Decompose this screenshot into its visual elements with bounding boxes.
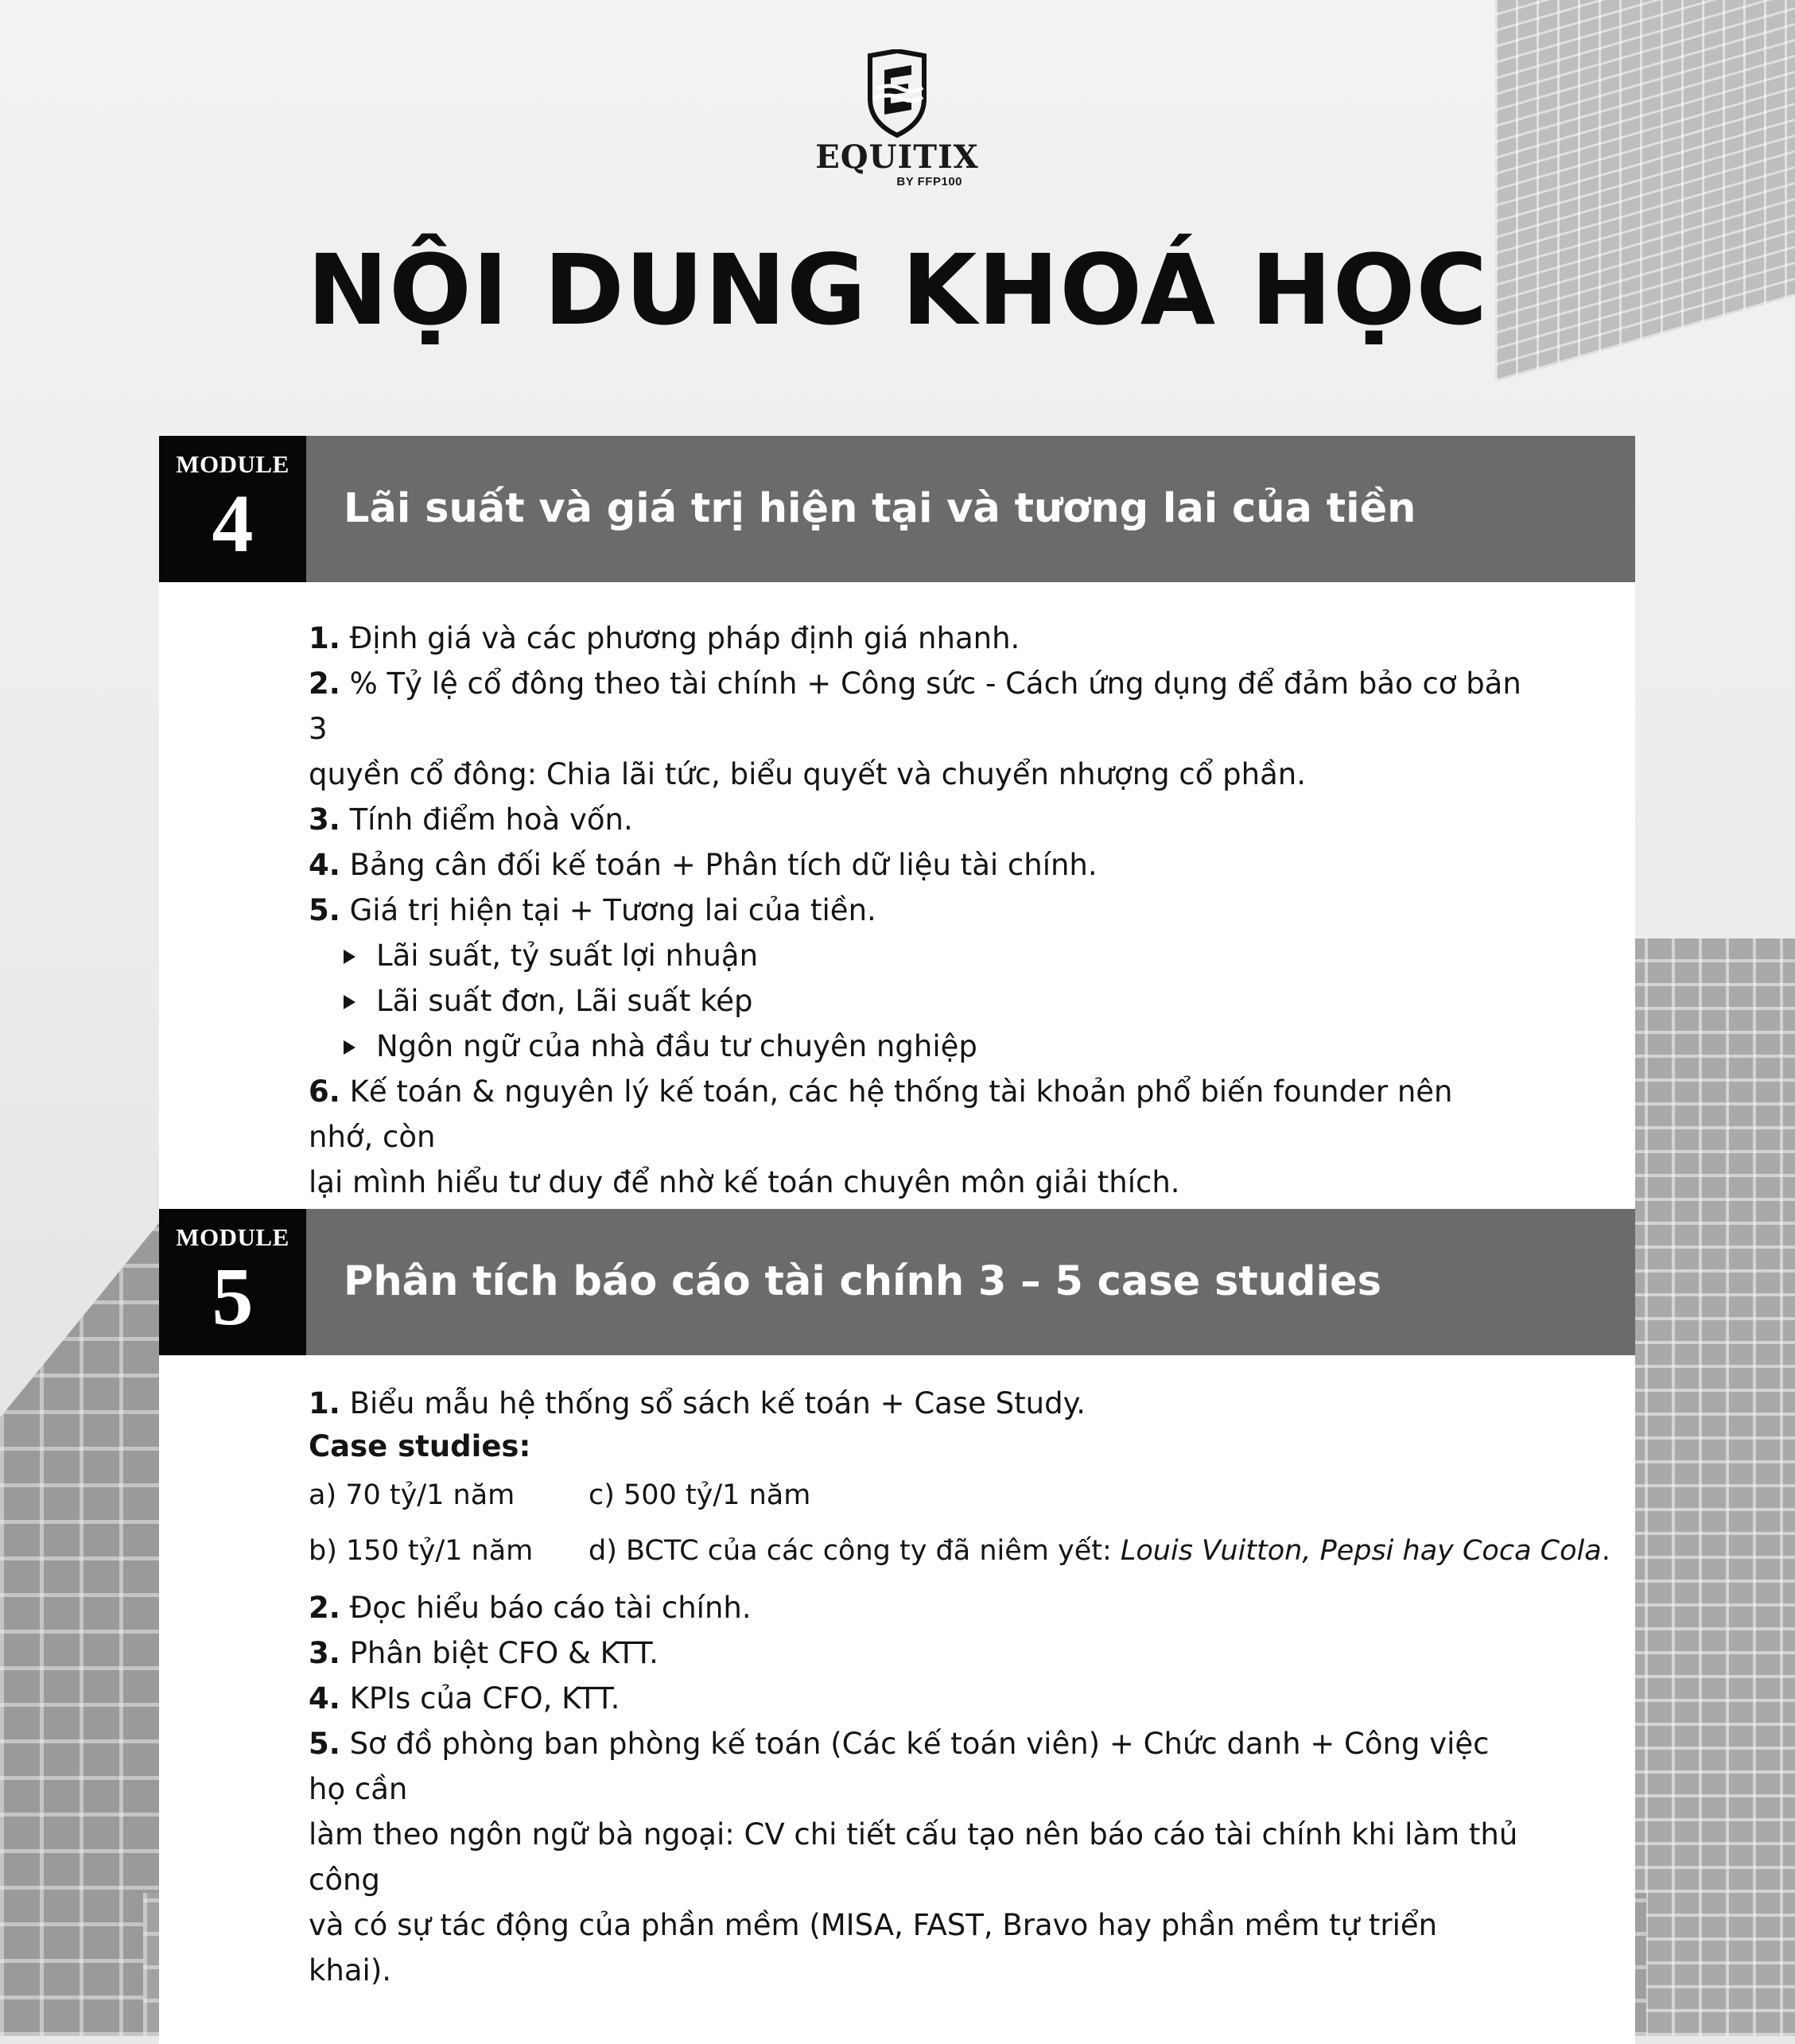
list-item: 3. Phân biệt CFO & KTT.	[309, 1636, 659, 1670]
list-item: 5. Giá trị hiện tại + Tương lai của tiền.	[309, 893, 876, 927]
list-item: 4. KPIs của CFO, KTT.	[309, 1681, 620, 1716]
module-badge	[159, 1209, 306, 1355]
module-header	[159, 436, 1635, 582]
module-number: 4	[212, 478, 254, 569]
case-studies-grid	[309, 1467, 1610, 1579]
sub-list-item: Lãi suất đơn, Lãi suất kép	[309, 978, 1524, 1024]
case-study-a: a) 70 tỷ/1 năm	[309, 1479, 515, 1511]
case-study-d: d) BCTC của các công ty đã niêm yết: Louis Vuitton, Pepsi hay Coca Cola.	[589, 1535, 1610, 1567]
list-item-continuation: làm theo ngôn ngữ bà ngoại: CV chi tiết cấu tạo nên báo cáo tài chính khi làm thủ công	[309, 1817, 1518, 1897]
module-title: Lãi suất và giá trị hiện tại và tương lai của tiền	[344, 485, 1416, 532]
list-item-continuation: và có sự tác động của phần mềm (MISA, FAST, Bravo hay phần mềm tự triển khai).	[309, 1908, 1438, 1988]
module-badge	[159, 436, 306, 582]
list-item: 4. Bảng cân đối kế toán + Phân tích dữ liệu tài chính.	[309, 848, 1098, 882]
module-number: 5	[212, 1251, 254, 1343]
case-study-c: c) 500 tỷ/1 năm	[589, 1479, 811, 1511]
triangle-bullet-icon	[344, 995, 356, 1009]
case-studies-heading: Case studies:	[309, 1429, 531, 1463]
case-study-b: b) 150 tỷ/1 năm	[309, 1535, 534, 1567]
list-item-continuation: quyền cổ đông: Chia lãi tức, biểu quyết và chuyển nhượng cổ phần.	[309, 757, 1306, 791]
module-label: MODULE	[176, 450, 289, 478]
sub-list-item: Lãi suất, tỷ suất lợi nhuận	[309, 933, 1524, 978]
module-body	[159, 1355, 1635, 2044]
list-item: 5. Sơ đồ phòng ban phòng kế toán (Các kế toán viên) + Chức danh + Công việc họ cần	[309, 1727, 1490, 1806]
list-item: 2. Đọc hiểu báo cáo tài chính.	[309, 1591, 752, 1625]
page-title: NỘI DUNG KHOÁ HỌC	[306, 234, 1489, 347]
shield-logo-icon	[865, 49, 929, 138]
module-5-card	[159, 1209, 1635, 2044]
sub-list-item: Ngôn ngữ của nhà đầu tư chuyên nghiệp	[309, 1024, 1524, 1069]
module-header	[159, 1209, 1635, 1355]
module-4-card	[159, 436, 1635, 1237]
triangle-bullet-icon	[344, 1040, 356, 1055]
brand-logo	[810, 49, 985, 188]
list-item: 2. % Tỷ lệ cổ đông theo tài chính + Công sức - Cách ứng dụng để đảm bảo cơ bản 3	[309, 666, 1521, 746]
list-item-continuation: lại mình hiểu tư duy để nhờ kế toán chuyên môn giải thích.	[309, 1165, 1180, 1199]
list-item: 1. Biểu mẫu hệ thống sổ sách kế toán + Case Study.	[309, 1386, 1086, 1420]
brand-name: EQUITIX	[815, 138, 979, 176]
module-title: Phân tích báo cáo tài chính 3 – 5 case studies	[344, 1258, 1381, 1305]
list-item: 6. Kế toán & nguyên lý kế toán, các hệ thống tài khoản phổ biến founder nên nhớ, còn	[309, 1074, 1453, 1154]
list-item: 1. Định giá và các phương pháp định giá nhanh.	[309, 621, 1020, 655]
module-body	[159, 582, 1635, 1237]
module-label: MODULE	[176, 1223, 289, 1251]
brand-subtitle: BY FFP100	[896, 175, 962, 188]
triangle-bullet-icon	[344, 950, 356, 964]
list-item: 3. Tính điểm hoà vốn.	[309, 802, 633, 837]
